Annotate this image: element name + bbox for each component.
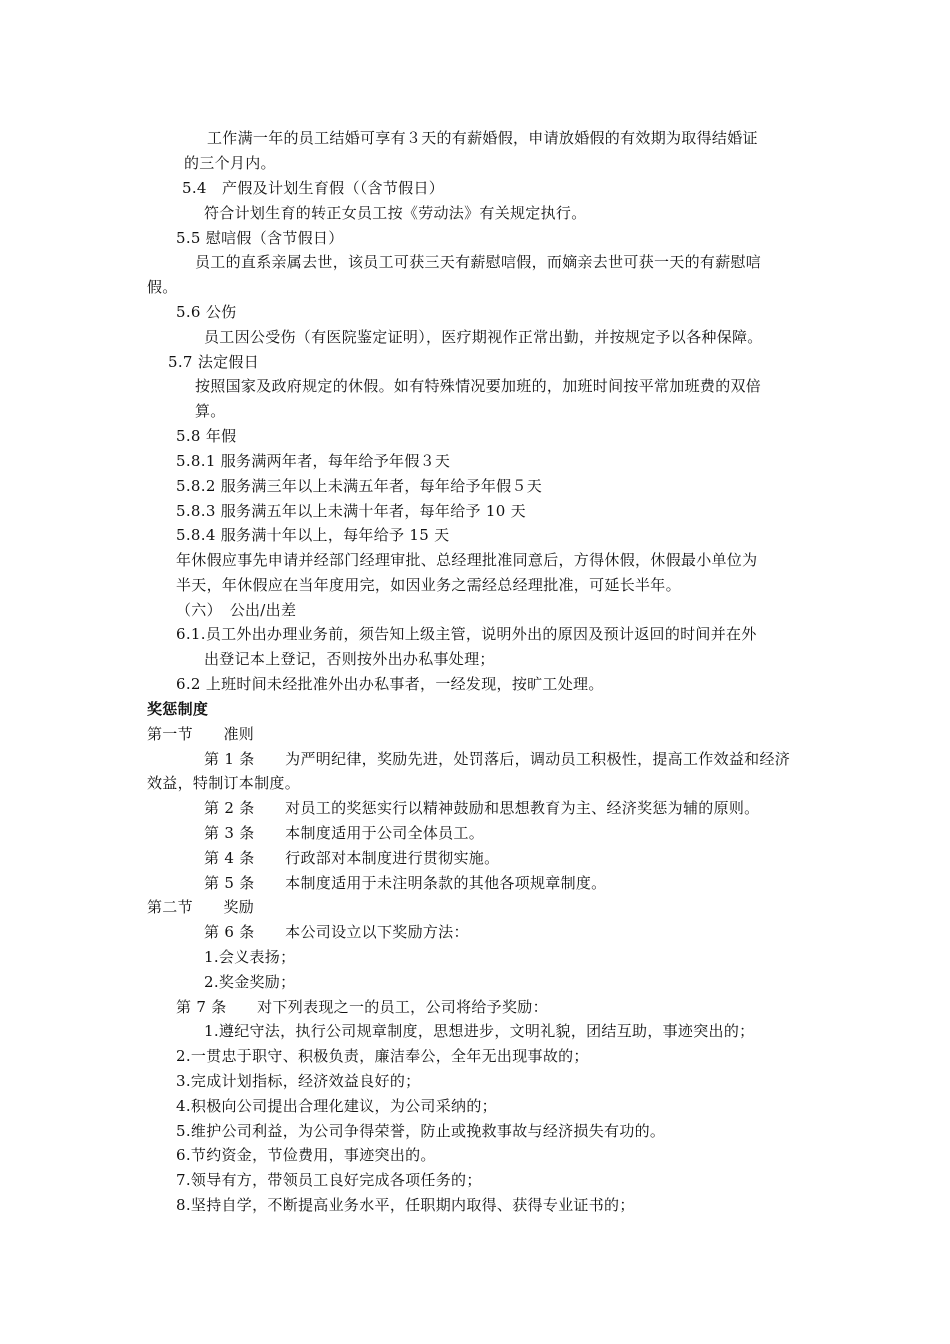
article-5: 第 5 条 本制度适用于未注明条款的其他各项规章制度。: [204, 874, 607, 892]
article-3: 第 3 条 本制度适用于公司全体员工。: [204, 824, 485, 842]
article-7-item-4: 4.积极向公司提出合理化建议，为公司采纳的；: [176, 1097, 497, 1115]
section-title-rewards-penalties: 奖惩制度: [147, 700, 209, 718]
item-5-8-4: 5.8.4 服务满十年以上，每年给予 15 天: [176, 526, 450, 544]
item-5-8-2: 5.8.2 服务满三年以上未满五年者，每年给予年假５天: [176, 477, 543, 495]
article-2: 第 2 条 对员工的奖惩实行以精神鼓励和思想教育为主、经济奖惩为辅的原则。: [204, 799, 760, 817]
article-7: 第 7 条 对下列表现之一的员工，公司将给予奖励：: [176, 998, 548, 1016]
article-7-item-3: 3.完成计划指标，经济效益良好的；: [176, 1072, 421, 1090]
article-6: 第 6 条 本公司设立以下奖励方法：: [204, 923, 469, 941]
article-6-item-1: 1.会义表扬；: [204, 948, 296, 966]
paragraph-annual-leave: 年休假应事先申请并经部门经理审批、总经理批准同意后，方得休假，休假最小单位为: [176, 551, 758, 569]
paragraph-maternity-leave: 符合计划生育的转正女员工按《劳动法》有关规定执行。: [204, 204, 587, 222]
section-1-heading: 第一节 准则: [147, 725, 255, 743]
article-7-item-6: 6.节约资金，节俭费用，事迹突出的。: [176, 1146, 436, 1164]
paragraph-marriage-leave-cont: 的三个月内。: [184, 154, 276, 172]
section-2-heading: 第二节 奖励: [147, 898, 255, 916]
article-6-item-2: 2.奖金奖励；: [204, 973, 296, 991]
article-4: 第 4 条 行政部对本制度进行贯彻实施。: [204, 849, 500, 867]
article-7-item-1: 1.遵纪守法，执行公司规章制度，思想进步，文明礼貌，团结互助，事迹突出的；: [204, 1022, 755, 1040]
heading-5-4: 5.4 产假及计划生育假（（含节假日）: [182, 179, 445, 197]
paragraph-bereavement-leave: 员工的直系亲属去世，该员工可获三天有薪慰唁假，而嫡亲去世可获一天的有薪慰唁: [195, 253, 762, 271]
paragraph-bereavement-leave-cont: 假。: [147, 278, 178, 296]
article-1-cont: 效益，特制订本制度。: [147, 774, 301, 792]
item-6-1: 6.1.员工外出办理业务前，须告知上级主管，说明外出的原因及预计返回的时间并在外: [176, 625, 757, 643]
item-6-1-cont: 出登记本上登记，否则按外出办私事处理；: [204, 650, 495, 668]
heading-5-8: 5.8 年假: [176, 427, 237, 445]
paragraph-work-injury: 员工因公受伤（有医院鉴定证明），医疗期视作正常出勤，并按规定予以各种保障。: [204, 328, 763, 346]
article-7-item-8: 8.坚持自学，不断提高业务水平，任职期内取得、获得专业证书的；: [176, 1196, 635, 1214]
paragraph-legal-holidays-cont: 算。: [195, 402, 226, 420]
item-6-2: 6.2 上班时间未经批准外出办私事者，一经发现，按旷工处理。: [176, 675, 604, 693]
paragraph-marriage-leave: 工作满一年的员工结婚可享有３天的有薪婚假，申请放婚假的有效期为取得结婚证: [207, 129, 758, 147]
article-7-item-2: 2.一贯忠于职守、积极负责，廉洁奉公，全年无出现事故的；: [176, 1047, 589, 1065]
paragraph-annual-leave-cont: 半天，年休假应在当年度用完，如因业务之需经总经理批准，可延长半年。: [176, 576, 681, 594]
heading-5-7: 5.7 法定假日: [168, 353, 260, 371]
heading-5-6: 5.6 公伤: [176, 303, 237, 321]
heading-5-5: 5.5 慰唁假（含节假日）: [176, 229, 344, 247]
paragraph-legal-holidays: 按照国家及政府规定的休假。如有特殊情况要加班的，加班时间按平常加班费的双倍: [195, 377, 762, 395]
article-7-item-7: 7.领导有方，带领员工良好完成各项任务的；: [176, 1171, 482, 1189]
item-5-8-1: 5.8.1 服务满两年者，每年给予年假３天: [176, 452, 451, 470]
article-7-item-5: 5.维护公司利益，为公司争得荣誉，防止或挽救事故与经济损失有功的。: [176, 1122, 666, 1140]
heading-business-trip: （六） 公出/出差: [176, 601, 297, 619]
item-5-8-3: 5.8.3 服务满五年以上未满十年者，每年给予 10 天: [176, 502, 526, 520]
article-1: 第 1 条 为严明纪律，奖励先进，处罚落后，调动员工积极性，提高工作效益和经济: [204, 750, 791, 768]
